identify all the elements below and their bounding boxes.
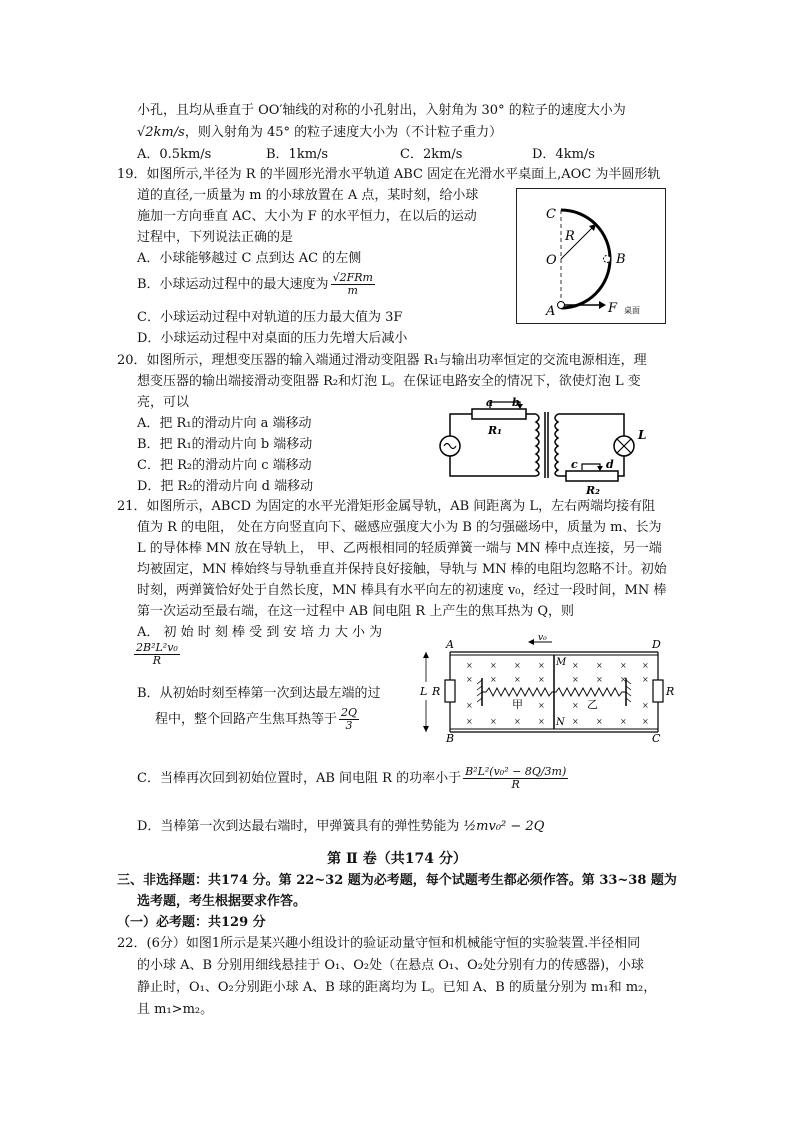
- q21-line5: 时刻，两弹簧恰好处于自然长度，MN 棒具有水平向左的初速度 v₀，经过一段时间，MN 棒: [137, 583, 667, 598]
- label-b-terminal: b: [512, 396, 520, 409]
- label-f: F: [608, 301, 618, 316]
- ball-at-b: [604, 256, 611, 263]
- field-x: ×: [620, 675, 627, 684]
- field-x: ×: [538, 717, 545, 726]
- q19-option-b: [137, 272, 377, 298]
- q21-option-c-denominator: R: [511, 778, 520, 791]
- field-x: ×: [642, 701, 649, 710]
- q18-line2: [137, 124, 502, 142]
- q21-option-b-denominator: 3: [345, 719, 353, 732]
- field-x: ×: [642, 661, 649, 670]
- q19-line3: 施加一方向垂直 AC、大小为 F 的水平恒力，在以后的运动: [137, 209, 477, 224]
- label-r2: R₂: [586, 484, 600, 496]
- field-x: ×: [596, 675, 603, 684]
- field-x: ×: [642, 717, 649, 726]
- q19-figure-frame: [517, 189, 666, 324]
- primary-coil: [536, 414, 539, 476]
- q20-option-c: C．把 R₂的滑动片向 c 端移动: [137, 458, 312, 473]
- part2-title: 第 Ⅱ 卷（共174 分）: [327, 851, 467, 867]
- field-x: ×: [538, 701, 545, 710]
- label-length: L: [420, 685, 428, 698]
- dimension-arrow-bottom: [423, 726, 429, 732]
- field-x: ×: [538, 661, 545, 670]
- resistor-r2: [566, 471, 618, 481]
- q21-option-c-numerator: B²L²(v₀² − 8Q/3m): [465, 765, 567, 778]
- q20-option-d: D．把 R₂的滑动片向 d 端移动: [137, 479, 314, 494]
- spring-jia: [482, 688, 554, 696]
- label-r: R: [565, 229, 575, 244]
- q20-option-b: B．把 R₁的滑动片向 b 端移动: [137, 437, 313, 452]
- q19-figure: [516, 188, 666, 324]
- q21-line3: L 的导体棒 MN 放在导轨上， 甲、乙两根相同的轻质弹簧一端与 MN 棒中点连接，另一端: [137, 541, 662, 556]
- field-x: ×: [620, 717, 627, 726]
- q21-option-c: [137, 764, 570, 794]
- q19-option-a: A．小球能够越过 C 点到达 AC 的左侧: [137, 251, 362, 266]
- section3-line2: 选考题，考生根据要求作答。: [137, 894, 307, 909]
- q21-option-b-text: 程中，整个回路产生焦耳热等于: [155, 712, 338, 727]
- label-r-right: R: [666, 685, 675, 698]
- q21-option-d-text: D．当棒第一次到达最右端时，甲弹簧具有的弹性势能为: [137, 819, 460, 834]
- q22-line2: 的小球 A、B 分别用细线悬挂于 O₁、O₂处（在悬点 O₁、O₂处分别有力的传感器)，小球: [137, 958, 645, 973]
- field-x: ×: [466, 701, 473, 710]
- q21-option-b-line1: B．从初始时刻至棒第一次到达最左端的过: [137, 686, 381, 701]
- dimension-arrow-top: [423, 652, 429, 658]
- secondary-coil: [555, 414, 558, 476]
- semicircle-track: [561, 210, 610, 308]
- q19-option-b-numerator: √2FRm: [332, 271, 373, 284]
- primary-bottom-wire: [450, 456, 536, 476]
- q21-option-d: [137, 815, 544, 839]
- q22-line4: 且 m₁>m₂。: [137, 1002, 214, 1017]
- q18-option-d: D．4km/s: [532, 147, 595, 162]
- label-desk: 桌面: [624, 306, 640, 315]
- field-x: ×: [514, 717, 521, 726]
- q21-option-a-fraction: [132, 642, 182, 667]
- field-x: ×: [572, 701, 579, 710]
- q19-line2: 道的直径,一质量为 m 的小球放置在 A 点，某时刻，给小球: [137, 188, 479, 203]
- q18-option-b: B．1km/s: [266, 147, 329, 162]
- q19-option-b-denominator: m: [347, 284, 358, 297]
- field-x: ×: [514, 661, 521, 670]
- q20-line1: 20．如图所示，理想变压器的输入端通过滑动变阻器 R₁与输出功率恒定的交流电源相连，理: [117, 353, 647, 368]
- field-x: ×: [466, 661, 473, 670]
- q21-option-b-line2: [155, 707, 361, 733]
- label-n: N: [556, 717, 565, 728]
- label-c-corner: C: [652, 732, 661, 744]
- field-x: ×: [620, 661, 627, 670]
- required-subtitle: （一）必考题：共129 分: [117, 915, 266, 930]
- field-x: ×: [596, 717, 603, 726]
- label-lamp: L: [638, 428, 647, 442]
- field-x: ×: [490, 717, 497, 726]
- field-x: ×: [466, 717, 473, 726]
- q18-option-c: C．2km/s: [400, 147, 463, 162]
- label-yi: 乙: [587, 698, 598, 711]
- q18-line1: 小孔，且均从垂直于 OO′轴线的对称的小孔射出，入射角为 30° 的粒子的速度大小为: [137, 103, 626, 118]
- resistor-left: [445, 680, 455, 702]
- field-x: ×: [538, 675, 545, 684]
- q21-line1: 21．如图所示，ABCD 为固定的水平光滑矩形金属导轨，AB 间距离为 L，左右两端均接有阻: [117, 499, 656, 514]
- label-b: B: [616, 252, 626, 267]
- q21-option-a: A． 初 始 时 刻 棒 受 到 安 培 力 大 小 为: [137, 625, 383, 640]
- ball-at-a: [558, 302, 565, 309]
- q21-option-b-numerator: 2Q: [341, 706, 358, 719]
- field-x: ×: [490, 661, 497, 670]
- q21-option-a-denominator: R: [152, 654, 162, 667]
- resistor-right: [653, 680, 663, 702]
- label-c: C: [546, 207, 556, 222]
- spring-yi: [554, 688, 626, 696]
- label-r-left: R: [432, 685, 441, 698]
- field-x: ×: [572, 717, 579, 726]
- q21-figure: [412, 632, 684, 744]
- q21-option-c-text: C．当棒再次回到初始位置时，AB 间电阻 R 的功率小于: [137, 771, 462, 786]
- q19-option-b-text: B．小球运动过程中的最大速度为: [137, 277, 329, 292]
- label-a-terminal: a: [486, 396, 494, 409]
- q19-option-d: D．小球运动过程中对桌面的压力先增大后减小: [137, 331, 408, 346]
- label-r1: R₁: [488, 424, 502, 437]
- label-jia: 甲: [512, 698, 523, 711]
- velocity-arrowhead: [528, 639, 534, 645]
- field-x: ×: [642, 675, 649, 684]
- label-c-terminal: c: [571, 458, 578, 471]
- q21-line2: 值为 R 的电阻， 处在方向竖直向下、磁感应强度大小为 B 的匀强磁场中，质量为 m、长为: [137, 520, 662, 535]
- label-d-terminal: d: [606, 458, 614, 471]
- q21-option-a-numerator: 2B²L²v₀: [136, 641, 178, 654]
- secondary-top-wire: [558, 414, 624, 436]
- q20-line3: 亮，可以: [137, 395, 190, 410]
- q18-option-a: A．0.5km/s: [137, 147, 212, 162]
- field-x: ×: [596, 661, 603, 670]
- q19-option-c: C．小球运动过程中对轨道的压力最大值为 3F: [137, 310, 403, 325]
- label-m: M: [556, 657, 567, 668]
- q21-option-d-expression: ½mv₀² − 2Q: [463, 819, 545, 834]
- label-a-corner: A: [446, 638, 454, 651]
- label-o: O: [546, 253, 557, 268]
- q21-line4: 均被固定，MN 棒始终与导轨垂直并保持良好接触，导轨与 MN 棒的电阻均忽略不计。初始: [137, 562, 667, 577]
- resistor-r1: [472, 409, 526, 419]
- field-x: ×: [514, 675, 521, 684]
- label-d-corner: D: [652, 638, 661, 651]
- field-x: ×: [572, 661, 579, 670]
- label-a: A: [546, 304, 556, 319]
- field-x: ×: [572, 675, 579, 684]
- section3-line1: 三、非选择题：共174 分。第 22~32 题为必考题，每个试题考生都必须作答。第 33~38 题为: [117, 873, 677, 888]
- label-b-corner: B: [446, 732, 455, 744]
- q22-line1: 22．(6分）如图1所示是某兴趣小组设计的验证动量守恒和机械能守恒的实验装置.半径相同: [117, 936, 641, 951]
- q19-line4: 过程中，下列说法正确的是: [137, 230, 294, 245]
- q20-line2: 想变压器的输出端接滑动变阻器 R₂和灯泡 L。在保证电路安全的情况下，欲使灯泡 L 变: [137, 374, 641, 389]
- q19-line1: 19．如图所示,半径为 R 的半圆形光滑水平轨道 ABC 固定在光滑水平桌面上,AOC 为半圆形轨: [117, 167, 661, 182]
- q22-line3: 静止时，O₁、O₂分别距小球 A、B 球的距离均为 L。已知 A、B 的质量分别为 m₁和 m₂，: [137, 980, 657, 995]
- force-arrowhead: [599, 301, 606, 309]
- field-x: ×: [466, 675, 473, 684]
- q18-line2-text: ，则入射角为 45° 的粒子速度大小为（不计粒子重力）: [184, 125, 503, 140]
- q21-line6: 第一次运动至最右端，在这一过程中 AB 间电阻 R 上产生的焦耳热为 Q，则: [137, 604, 575, 619]
- r2-slider-wire: [582, 464, 600, 470]
- q20-circuit-figure: [428, 394, 654, 496]
- field-x: ×: [490, 675, 497, 684]
- label-v0: v₀: [538, 633, 547, 643]
- q20-option-a: A．把 R₁的滑动片向 a 端移动: [137, 416, 312, 431]
- q18-speed-value: √2km/s: [137, 125, 185, 140]
